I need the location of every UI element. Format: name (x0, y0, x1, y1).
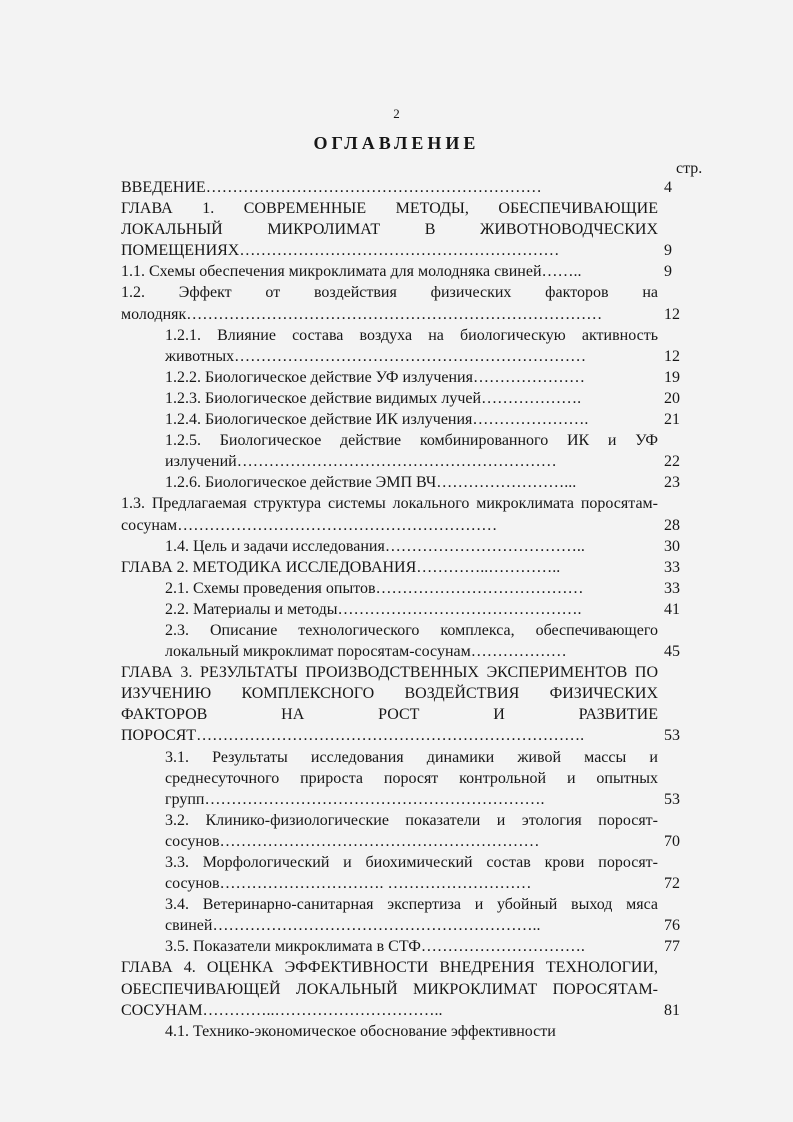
table-of-contents (121, 177, 708, 1042)
page-column-header: стр. (676, 160, 703, 177)
toc-entry (121, 198, 708, 261)
toc-entry (121, 957, 708, 1020)
toc-entry-text (165, 747, 658, 810)
toc-entry-text (121, 493, 658, 535)
toc-entry-title: 4.1. Технико-экономическое обоснование эффективности (165, 1022, 556, 1040)
toc-entry-text (121, 662, 658, 746)
toc-entry (165, 367, 708, 388)
toc-entry-leader: …………………. (472, 411, 589, 429)
toc-entry-text (165, 430, 658, 472)
toc-entry-title: 1.4. Цель и задачи исследования (165, 537, 385, 555)
toc-entry-leader: …………………………. (420, 938, 585, 956)
toc-entry-leader: …………………………………………………… (177, 516, 498, 534)
toc-entry-title: ГЛАВА 1. СОВРЕМЕННЫЕ МЕТОДЫ, ОБЕСПЕЧИВАЮЩИЕ ЛОКАЛЬНЫЙ МИКРОЛИМАТ В ЖИВОТНОВОДЧЕСКИХ ПОМЕЩЕНИЯХ (121, 200, 658, 260)
toc-entry-page: 12 (664, 305, 680, 323)
toc-entry-page: 77 (664, 938, 680, 956)
toc-entry-text (165, 388, 658, 409)
toc-entry-title: ГЛАВА 3. РЕЗУЛЬТАТЫ ПРОИЗВОДСТВЕННЫХ ЭКСПЕРИМЕНТОВ ПО ИЗУЧЕНИЮ КОМПЛЕКСНОГО ВОЗДЕЙСТВИЯ ФИЗИЧЕСКИХ ФАКТОРОВ НА РОСТ И РАЗВИТИЕ ПОРОСЯТ (121, 664, 658, 745)
toc-entry-page: 28 (664, 516, 680, 534)
toc-entry-title: 1.2.5. Биологическое действие комбинированного ИК и УФ излучений (165, 432, 658, 471)
toc-entry-page: 33 (664, 558, 680, 576)
toc-entry-title: ГЛАВА 2. МЕТОДИКА ИССЛЕДОВАНИЯ (121, 558, 417, 576)
toc-entry-page: 70 (664, 832, 680, 850)
toc-entry (165, 599, 708, 620)
toc-entry (165, 578, 708, 599)
toc-entry-leader: ………………………………………. (337, 600, 582, 618)
toc-entry-text (165, 894, 658, 936)
toc-entry-leader: …………………………. ……………………… (219, 875, 532, 893)
toc-entry (165, 747, 708, 810)
toc-entry-title: 2.3. Описание технологического комплекса, обеспечивающего локальный микроклимат поросятам-сосунам (165, 621, 658, 661)
toc-entry-leader: ………………. (481, 389, 582, 407)
toc-entry-text (165, 325, 658, 367)
toc-entry-page: 76 (664, 917, 680, 935)
toc-entry-text (121, 198, 658, 261)
toc-entry (121, 662, 708, 746)
toc-entry-text (121, 261, 658, 282)
toc-entry-title: 1.1. Схемы обеспечения микроклимата для молодняка свиней (121, 263, 542, 281)
toc-entry-leader: ………………………………… (375, 579, 584, 597)
toc-entry (121, 493, 708, 535)
toc-entry-leader: ……………………………….. (384, 537, 585, 555)
toc-entry (121, 177, 708, 198)
toc-entry-text (165, 599, 658, 620)
toc-entry-page: 53 (664, 727, 680, 745)
toc-entry-page: 21 (664, 411, 680, 429)
toc-entry-leader: …………………………………………………… (219, 832, 540, 850)
toc-entry-title: 3.3. Морфологический и биохимический состав крови поросят-сосунов (165, 854, 658, 893)
toc-entry (165, 620, 708, 662)
toc-entry-leader: ……………………………………………………… (205, 179, 542, 196)
toc-entry-text (165, 810, 658, 852)
toc-entry-text (165, 1021, 658, 1042)
toc-entry-page: 81 (664, 1001, 680, 1019)
toc-entry-leader: …………..………………………….. (202, 1001, 443, 1019)
toc-entry-title: 1.2.1. Влияние состава воздуха на биологическую активность животных (165, 326, 658, 365)
toc-entry-leader: …………………………………………………….. (212, 917, 541, 935)
toc-entry-page: 33 (664, 579, 680, 597)
toc-entry (165, 852, 708, 894)
toc-entry-title: 1.2.4. Биологическое действие ИК излучения (165, 411, 473, 429)
toc-entry-page: 20 (664, 389, 680, 407)
toc-entry-page: 12 (664, 347, 680, 365)
toc-entry-text (121, 177, 658, 198)
toc-entry-title: 3.5. Показатели микроклимата в СТФ (165, 938, 421, 956)
toc-entry-page: 53 (664, 790, 680, 808)
toc-entry-text (165, 472, 658, 493)
toc-entry-text (165, 936, 658, 957)
toc-entry-page: 72 (664, 875, 680, 893)
toc-entry-title: 1.3. Предлагаемая структура системы локального микроклимата поросятам-сосунам (121, 495, 658, 534)
toc-entry-title: 3.2. Клинико-физиологические показатели и этология поросят-сосунов (165, 811, 658, 850)
toc-entry-title: 3.4. Ветеринарно-санитарная экспертиза и убойный выход мяса свиней (165, 896, 658, 935)
toc-entry-leader: …………………………………………………………………… (186, 305, 603, 323)
toc-entry-title: ГЛАВА 4. ОЦЕНКА ЭФФЕКТИВНОСТИ ВНЕДРЕНИЯ ТЕХНОЛОГИИ, ОБЕСПЕЧИВАЮЩЕЙ ЛОКАЛЬНЫЙ МИКРОКЛИМАТ ПОРОСЯТАМ-СОСУНАМ (121, 959, 658, 1019)
toc-entry-page: 45 (664, 643, 680, 661)
toc-entry-leader: ………………………………………………………… (234, 347, 587, 365)
toc-entry (165, 325, 708, 367)
toc-entry-text (165, 852, 658, 894)
toc-entry (121, 282, 708, 324)
toc-entry (165, 409, 708, 430)
toc-entry-page: 4 (664, 179, 672, 196)
toc-entry (121, 557, 708, 578)
toc-entry-title: 3.1. Результаты исследования динамики живой массы и среднесуточного прироста поросят контрольной и опытных групп (165, 748, 658, 808)
page-title: ОГЛАВЛЕНИЕ (313, 133, 480, 153)
toc-entry (165, 430, 708, 472)
toc-entry (165, 894, 708, 936)
toc-entry-leader: ………………… (472, 368, 585, 386)
toc-entry-title: 1.2.3. Биологическое действие видимых лучей (165, 389, 482, 407)
toc-entry (165, 936, 708, 957)
toc-entry-leader: ……………… (470, 643, 567, 661)
toc-entry-page: 9 (664, 242, 672, 260)
toc-entry-title: 1.2.2. Биологическое действие УФ излучения (165, 368, 473, 386)
toc-entry-title: ВВЕДЕНИЕ (121, 179, 206, 196)
toc-entry-leader: ………………………………………………………………. (196, 727, 585, 745)
toc-entry-text (121, 557, 658, 578)
toc-entry (165, 388, 708, 409)
toc-entry-leader: ……………………... (436, 474, 577, 492)
toc-entry-leader: …….. (541, 263, 582, 281)
toc-entry-text (165, 536, 658, 557)
toc-entry (121, 261, 708, 282)
toc-entry (165, 472, 708, 493)
toc-entry (165, 810, 708, 852)
toc-entry-page: 22 (664, 453, 680, 471)
toc-entry-text (165, 367, 658, 388)
toc-entry-page: 30 (664, 537, 680, 555)
toc-entry-title: 1.2. Эффект от воздействия физических факторов на молодняк (121, 284, 658, 323)
toc-entry-page: 19 (664, 368, 680, 386)
toc-entry-leader: …………………………………………………… (236, 453, 557, 471)
toc-entry-page: 9 (664, 263, 672, 281)
toc-entry-leader: …………..………….. (416, 558, 561, 576)
toc-entry-text (121, 282, 658, 324)
toc-entry-text (165, 409, 658, 430)
toc-entry-title: 1.2.6. Биологическое действие ЭМП ВЧ (165, 474, 437, 492)
toc-entry-leader: ………………………………………………………. (204, 790, 545, 808)
toc-entry-title: 2.2. Материалы и методы (165, 600, 338, 618)
page-number: 2 (393, 106, 400, 121)
toc-entry (165, 536, 708, 557)
toc-entry-page: 23 (664, 474, 680, 492)
toc-entry-text (165, 620, 658, 662)
toc-entry-page: 41 (664, 600, 680, 618)
toc-entry-leader: …………………………………………………… (239, 242, 560, 260)
toc-entry-text (165, 578, 658, 599)
toc-entry-title: 2.1. Схемы проведения опытов (165, 579, 376, 597)
toc-entry-text (121, 957, 658, 1020)
toc-entry (165, 1021, 708, 1042)
